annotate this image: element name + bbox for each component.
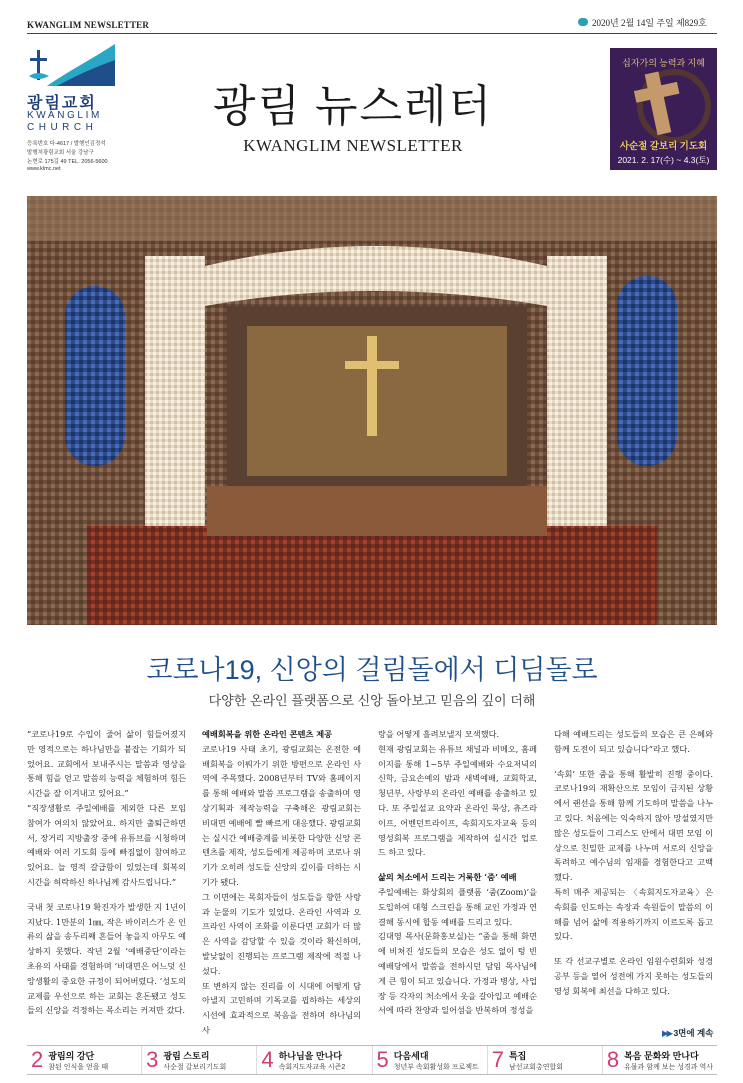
issue-text: 2020년 2월 14일 주일 제829호 [592, 17, 707, 28]
page-index-sub: 남선교회총연합회 [508, 1063, 564, 1071]
church-info-publisher: 발행처광림교회 서울 강남구 [27, 150, 94, 156]
church-website-link[interactable]: www.klmc.net [27, 166, 61, 172]
page-number: 3 [146, 1047, 159, 1072]
church-info-registration: 등록번호 다-4617 / 발행인김정석 [27, 141, 106, 147]
article-paragraph: 다해 예배드리는 성도들의 모습은 큰 은혜와 함께 도전이 되고 있습니다”라고 했다. [554, 729, 713, 754]
page-index-title: 광림 스토리 [163, 1050, 210, 1061]
page-index-sub: 청년부 속회활성화 프로젝트 [393, 1063, 479, 1071]
page-index-title: 복음 문화와 만나다 [624, 1050, 699, 1061]
page-index-item[interactable] [257, 1046, 372, 1074]
newsletter-name: KWANGLIM NEWSLETTER [27, 20, 150, 30]
article-column-3 [378, 727, 537, 1018]
page-index-title: 다음세대 [393, 1050, 429, 1061]
article-column-2 [202, 727, 361, 1038]
article-paragraph: 현재 광림교회는 유튜브 채널과 비메오, 홈페이지를 통해 1~5부 주일예배와 수요저녁의 신학, 금요손예의 밤과 새벽예배, 교회학교, 청년부, 사랑부의 온라인 예배를 송출하고 있다. 또 주일설교 요약과 온라인 묵상, 츄즈라이프, 어벤던트라이프, 속회지도자교육 등의 영성회복 프로그램을 제작하여 실시간 업로드 하고 있다. [378, 743, 537, 858]
section-heading: 예배회복을 위한 온라인 콘텐츠 제공 [202, 729, 333, 739]
sanctuary-mosaic-photo [27, 196, 717, 625]
issue-line [578, 16, 718, 28]
continued-link[interactable] [662, 1027, 713, 1039]
article-paragraph: 주일예배는 화상회의 플랫폼 ‘줌(Zoom)’을 도입하여 대형 스크린을 통해 교인 가정과 연결해 동시에 합동 예배를 드리고 있다. [378, 886, 537, 927]
article-paragraph: “코로나19로 수입이 줄어 삶이 힘들어졌지만 영적으로는 하나님만을 붙잡는 기회가 되었어요. 교회에서 보내주시는 말씀과 영상을 통해 힘을 얻고 말씀의 능력을 체험하며 힘든 시간을 잘 이겨내고 있어요.” [27, 729, 186, 799]
ad-dates: 2021. 2. 17(수) ~ 4.3(토) [617, 155, 710, 165]
main-headline: 코로나19, 신앙의 걸림돌에서 디딤돌로 [146, 655, 598, 685]
page-number: 4 [261, 1047, 274, 1072]
page-index-nav [27, 1045, 717, 1075]
article-paragraph: 김대영 목사(문화홍보실)는 “줌을 통해 화면에 비쳐진 성도들의 모습은 성도 없이 텅 빈 예배당에서 말씀을 전하시던 담임 목사님에게 큰 힘이 되고 있습니다. 가정과 병상, 사업장 등 각자의 처소에서 옷을 갈아입고 예배순서에 따라 찬양과 일어섬을 반복하며 정성을 [378, 931, 537, 1016]
page-number: 5 [376, 1047, 389, 1072]
church-name-ko: 광림교회 [27, 95, 97, 112]
page-index-sub: 참된 인식을 얻을 때 [48, 1063, 109, 1071]
page-index-item[interactable] [603, 1046, 717, 1074]
church-logo-icon [27, 42, 117, 92]
page-index-item[interactable] [142, 1046, 257, 1074]
article-paragraph: “직장생활로 주일예배를 제외한 다른 모임 참여가 여의치 않았어요. 하지만 출퇴근하면서, 장거리 지방출장 중에 유튜브를 시청하며 예배와 여러 기도회 등에 빠짐없이 참여하고 있어요. 늘 영적 갈급함이 있었는데 회복의 시간을 허락하신 하나님께 감사드립니다.” [27, 802, 186, 887]
section-heading: 삶의 처소에서 드리는 거룩한 ‘줌’ 예배 [378, 872, 517, 883]
article-paragraph: 또 변하지 않는 진리를 이 시대에 어떻게 담아낼지 고민하며 기독교를 핍하하는 세상의 시선에 효과적으로 복음을 전하며 하나님의 사 [202, 980, 361, 1035]
masthead-title: 광림 뉴스레터 [212, 82, 494, 131]
masthead-subtitle: KWANGLIM NEWSLETTER [243, 136, 463, 155]
page-index-sub: 사순절 갈보리기도회 [163, 1063, 227, 1071]
article-paragraph: 그 이면에는 목회자들이 성도들을 향한 사랑과 눈물의 기도가 있었다. 온라인 사역과 오프라인 사역이 조화를 이룬다면 교회가 더 많은 사역을 감당할 수 있을 것이라 확신하며, 발낮없이 진행되는 프로그램 제작에 적절 나섰다. [202, 891, 361, 976]
ad-title: 사순절 갈보리 기도회 [619, 142, 708, 152]
continued-label: 3면에 계속 [673, 1028, 714, 1038]
page-index-sub: 유물과 함께 보는 성경과 역사 [624, 1063, 714, 1071]
article-paragraph: 또 각 선교구별로 온라인 임원수련회와 성경공부 등을 열어 성전에 가지 못하는 성도들의 영성 회복에 최선을 다하고 있다. [554, 956, 713, 996]
article-column-4 [554, 727, 713, 999]
page-index-item[interactable] [488, 1046, 603, 1074]
article-paragraph: 코로나19 사태 초기, 광림교회는 온전한 예배회복을 이뤄가기 위한 방편으로 온라인 사역에 주목했다. 2008년부터 TV와 홈페이지를 통해 예배와 말씀 프로그램을 송출하며 영상기획과 제작능력을 구축해온 광림교회는 비대면 예배에 빨 빠르게 대응했다. 광림교회는 실시간 예배중계를 비롯한 다양한 신앙 콘텐츠를 제작, 성도들에게 제공하며 코로나 위기가 오히려 성도들 신앙의 깊이를 더하는 시기가 됐다. [202, 743, 361, 887]
page-index-title: 광림의 강단 [48, 1050, 95, 1061]
page-index-title: 하나님을 만나다 [278, 1050, 342, 1061]
page-number: 8 [606, 1047, 620, 1072]
fish-icon [578, 18, 588, 26]
article-column-1 [27, 727, 186, 1018]
article-paragraph: 랑을 어떻게 흘려보낼지 모색했다. [378, 729, 500, 739]
article-paragraph: 특히 매주 제공되는 〈속회지도자교육〉은 속회를 인도하는 속장과 속원들이 말씀의 이해를 넘어 삶에 적용하기까지 이르도록 돕고 있다. [554, 886, 713, 942]
page-number: 2 [31, 1047, 44, 1072]
church-name-en-2: CHURCH [27, 122, 98, 133]
church-name-en: KWANGLIM [27, 110, 102, 121]
page-index-title: 특집 [508, 1050, 527, 1061]
ad-tagline: 십자가의 능력과 지혜 [622, 58, 705, 68]
page-number: 7 [491, 1047, 504, 1072]
article-paragraph: ‘속회’ 또한 줌을 통해 활발히 진행 중이다. 코로나19의 재확산으로 모임이 금지된 상황에서 랜선을 통해 함께 기도하며 말씀을 나누고 있다. 처음에는 익숙하지 않아 망설였지만 많은 성도들이 그리스도 안에서 대면 모임 이상으로 친밀한 교제를 나누며 서로의 신앙을 독려하고 예수님의 임재를 경험한다고 고백했다. [554, 768, 713, 883]
sub-headline: 다양한 온라인 플랫폼으로 신앙 돌아보고 믿음의 깊이 더해 [208, 693, 536, 708]
page-index-item[interactable] [27, 1046, 142, 1074]
church-info-address: 논현로 175길 49 TEL. 2056-5600 [27, 159, 108, 165]
article-paragraph: 국내 첫 코로나19 확진자가 발생한 지 1년이 지났다. 1만분의 1㎜, 작은 바이러스가 온 인류의 삶을 송두리째 흔들어 놓을지 아무도 예상하지 못했다. 작년 2월 ‘예배중단’이라는 초유의 사태를 경험하며 ‘비대면은 어느덧 신앙생활의 중요한 규정이 되어버렸다. ‘성도의 교제를 우선으로 하는 교회는 혼돈됐고 성도들의 신앙을 걱정하는 목소리는 커져만 갔다. [27, 901, 186, 1016]
page-index-item[interactable] [373, 1046, 488, 1074]
page-index-sub: 속회지도자교육 시즌2 [278, 1063, 346, 1071]
lent-prayer-ad[interactable] [610, 48, 717, 170]
double-chevron-right-icon: ▶▶ [662, 1028, 672, 1038]
top-divider [27, 33, 717, 34]
